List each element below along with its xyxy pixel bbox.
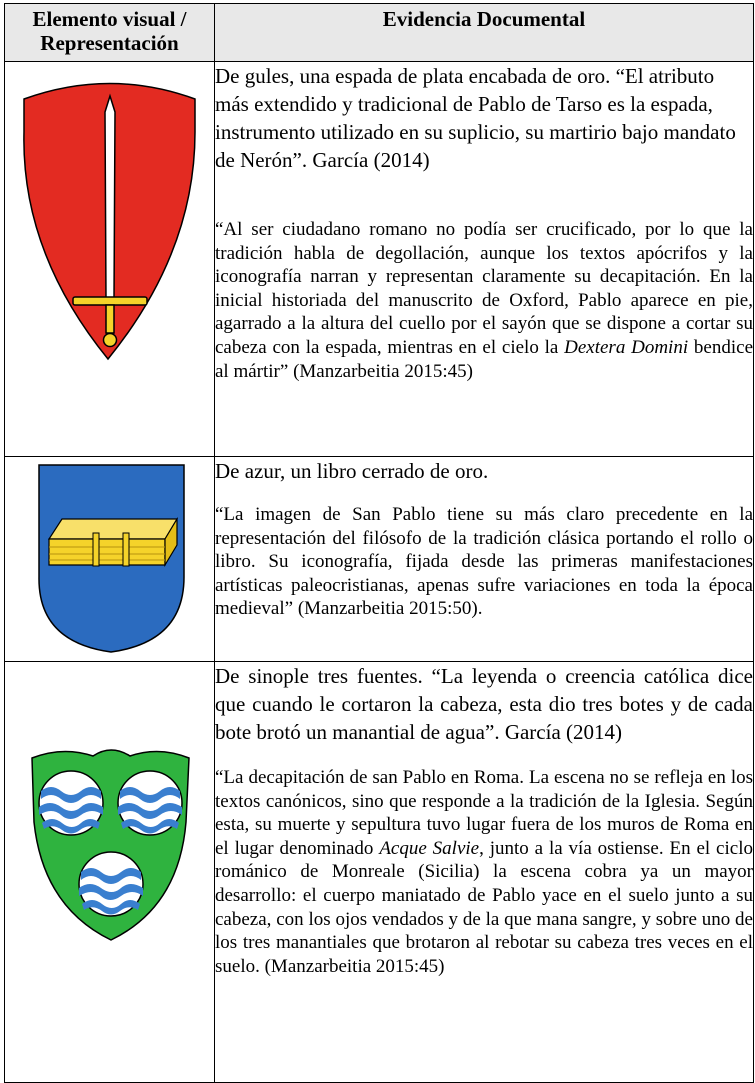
evidence-cell	[215, 62, 754, 457]
quote-italic: Acque Salvie	[379, 837, 480, 859]
quote-text: “Al ser ciudadano romano no podía ser crucificado, por lo que la tradición habla de degollación, aunque los textos apócrifos y la iconografía narran y representan claramente su decapitación. En la inicial historiada del manuscrito de Oxford, Pablo aparece en pie, agarrado a la altura del cuello por el sayón que se dispone a cortar su cabeza con la espada, mientras en el cielo la	[215, 219, 753, 358]
table-row	[5, 457, 754, 662]
shield-sword-icon	[5, 62, 213, 456]
shield-fountains-icon	[5, 662, 213, 1082]
header-visual-label: Elemento visual / Representación	[32, 7, 187, 55]
table-row	[5, 662, 754, 1083]
evidence-table	[4, 3, 754, 1083]
evidence-lead: De sinople tres fuentes. “La leyenda o creencia católica dice que cuando le cortaron la cabeza, esta dio tres botes y de cada bote brotó un manantial de agua”. García (2014)	[215, 664, 753, 744]
quote-text-end: , junto a la vía ostiense. En el ciclo románico de Monreale (Sicilia) la escena cobra ya un mayor desarrollo: el cuerpo maniatado de Pablo yace en el suelo junto a su cabeza, con los ojos vendados y de la que mana sangre, y sobre uno de los tres manantiales que brotaron al rebotar su cabeza tres veces en el suelo. (Manzarbeitia 2015:45)	[215, 837, 753, 977]
visual-cell	[5, 457, 215, 662]
evidence-quote	[215, 218, 753, 383]
evidence-cell	[215, 662, 754, 1083]
header-evidence	[215, 4, 754, 62]
visual-cell	[5, 662, 215, 1083]
evidence-quote: “La imagen de San Pablo tiene su más claro precedente en la representación del filósofo de la tradición clásica portando el rollo o libro. Su iconografía, fijada desde las primeras manifestaciones artísticas paleocristianas, apenas sufre variaciones en toda la época medieval” (Manzarbeitia 2015:50).	[215, 504, 753, 620]
evidence-quote	[215, 766, 753, 978]
evidence-cell	[215, 457, 754, 662]
header-row	[5, 4, 754, 62]
evidence-lead: De gules, una espada de plata encabada de oro. “El atributo más extendido y tradicional de Pablo de Tarso es la espada, instrumento utilizado en su suplicio, su martirio bajo mandato de Nerón”. García (2014)	[215, 64, 736, 172]
quote-text-end: bendice al mártir” (Manzarbeitia 2015:45)	[215, 336, 753, 382]
header-visual	[5, 4, 215, 62]
evidence-lead: De azur, un libro cerrado de oro.	[215, 459, 489, 483]
visual-cell	[5, 62, 215, 457]
quote-text: “La decapitación de san Pablo en Roma. La escena no se refleja en los textos canónicos, sino que responde a la tradición de la Iglesia. Según esta, su muerte y sepultura tuvo lugar fuera de los muros de Roma en el lugar denominado	[215, 767, 753, 859]
shield-book-icon	[5, 457, 213, 661]
table-row	[5, 62, 754, 457]
quote-italic: Dextera Domini	[564, 336, 689, 358]
header-evidence-label: Evidencia Documental	[382, 7, 586, 31]
